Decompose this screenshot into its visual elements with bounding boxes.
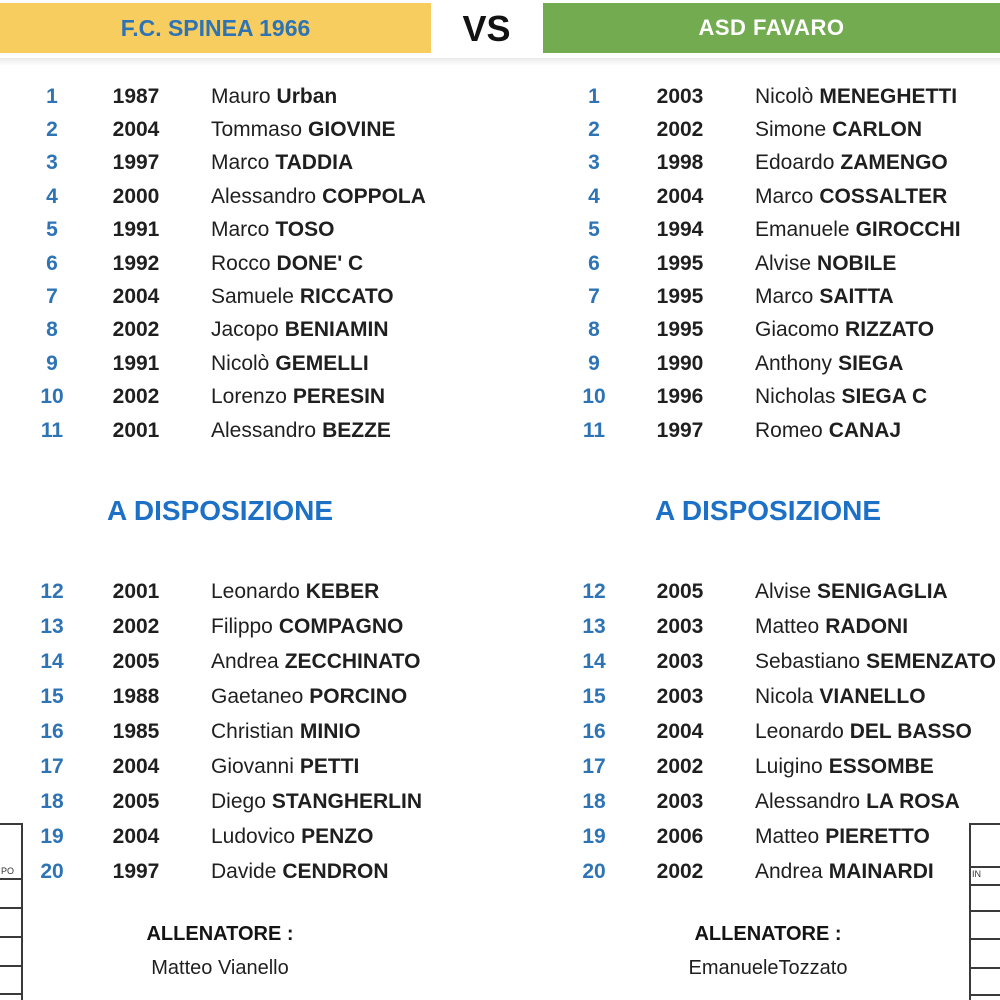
player-number: 8 [46, 318, 58, 342]
player-number: 3 [46, 151, 58, 175]
player-number: 6 [588, 251, 600, 275]
player-row [570, 715, 1000, 750]
player-row [570, 381, 1000, 414]
player-number: 16 [40, 720, 64, 743]
player-name: Alessandro COPPOLA [211, 184, 426, 208]
player-name: Sebastiano SEMENZATO [755, 650, 996, 674]
vs-label: VS [462, 8, 511, 49]
player-birth-year: 1998 [656, 151, 704, 175]
player-row [570, 645, 1000, 680]
player-birth-year: 2005 [112, 650, 160, 674]
player-row [30, 784, 510, 819]
player-name: Alvise NOBILE [755, 251, 897, 275]
player-birth-year: 1991 [112, 218, 160, 242]
player-name: Davide CENDRON [211, 859, 389, 883]
player-number: 4 [588, 184, 600, 208]
player-number: 2 [588, 118, 600, 142]
player-name: Jacopo BENIAMIN [211, 318, 389, 342]
player-number: 15 [582, 685, 606, 709]
player-name: Marco TOSO [211, 218, 335, 242]
home-starters-list [30, 80, 510, 447]
player-row [570, 113, 1000, 146]
player-name: Nicholas SIEGA C [755, 385, 928, 409]
player-number: 4 [46, 184, 58, 208]
player-row [570, 854, 1000, 889]
player-number: 5 [46, 218, 58, 242]
player-row [30, 645, 510, 680]
player-name: Rocco DONE' C [211, 251, 364, 275]
player-row [30, 414, 510, 447]
away-bench-list [570, 575, 1000, 889]
home-team-name: F.C. SPINEA 1966 [120, 14, 311, 41]
player-number: 7 [588, 285, 600, 309]
player-row [30, 749, 510, 784]
player-name: Romeo CANAJ [755, 418, 902, 442]
player-name: Lorenzo PERESIN [211, 385, 386, 409]
player-birth-year: 1995 [656, 285, 704, 309]
player-row [30, 575, 510, 610]
player-name: Leonardo DEL BASSO [755, 720, 972, 743]
player-birth-year: 2001 [112, 418, 160, 442]
away-team-name: ASD FAVARO [698, 15, 845, 40]
player-name: Marco SAITTA [755, 285, 894, 309]
home-coach-name: Matteo Vianello [151, 957, 289, 979]
player-row [30, 180, 510, 213]
player-row [30, 80, 510, 113]
home-coach-label: ALLENATORE : [146, 923, 294, 945]
player-row [570, 147, 1000, 180]
player-row [570, 247, 1000, 280]
player-number: 18 [582, 789, 606, 813]
player-number: 13 [40, 615, 64, 639]
player-birth-year: 2005 [656, 580, 704, 604]
player-birth-year: 1994 [656, 218, 704, 242]
player-number: 5 [588, 218, 600, 242]
player-name: Ludovico PENZO [211, 824, 374, 848]
player-birth-year: 1992 [112, 251, 160, 275]
player-birth-year: 1997 [112, 859, 160, 883]
player-number: 19 [40, 824, 64, 848]
player-name: Christian MINIO [211, 720, 361, 743]
player-name: Alvise SENIGAGLIA [755, 580, 948, 604]
player-row [30, 280, 510, 313]
player-birth-year: 2003 [656, 615, 704, 639]
player-name: Simone CARLON [755, 118, 923, 142]
player-birth-year: 2003 [656, 84, 704, 108]
player-name: Anthony SIEGA [755, 351, 904, 375]
away-starters-list [570, 80, 1000, 447]
player-row [570, 280, 1000, 313]
home-team-banner [0, 3, 431, 53]
player-name: Edoardo ZAMENGO [755, 151, 948, 175]
away-coach-label: ALLENATORE : [694, 923, 842, 945]
player-number: 11 [582, 418, 606, 442]
player-birth-year: 2004 [656, 184, 704, 208]
player-name: Matteo PIERETTO [755, 824, 930, 848]
player-row [570, 80, 1000, 113]
player-birth-year: 2006 [656, 824, 704, 848]
player-row [30, 715, 510, 750]
player-number: 13 [582, 615, 606, 639]
player-birth-year: 2002 [112, 318, 160, 342]
player-row [570, 610, 1000, 645]
away-team-banner [543, 3, 1000, 53]
player-number: 1 [588, 84, 600, 108]
player-birth-year: 2004 [112, 118, 160, 142]
player-row [570, 414, 1000, 447]
clipped-caption-left: PO [1, 866, 15, 876]
player-name: Gaetaneo PORCINO [211, 685, 408, 709]
player-row [30, 247, 510, 280]
player-birth-year: 2002 [112, 385, 160, 409]
player-number: 12 [40, 580, 64, 604]
player-number: 9 [588, 351, 600, 375]
home-bench-list [30, 575, 510, 889]
player-name: Luigino ESSOMBE [755, 754, 934, 778]
player-number: 10 [40, 385, 64, 409]
player-name: Alessandro BEZZE [211, 418, 391, 442]
player-name: Leonardo KEBER [211, 580, 380, 604]
player-name: Nicolò MENEGHETTI [755, 84, 958, 108]
clipped-caption-right: IN [972, 869, 981, 879]
player-row [570, 314, 1000, 347]
player-birth-year: 2004 [656, 720, 704, 743]
player-number: 8 [588, 318, 600, 342]
player-name: Filippo COMPAGNO [211, 615, 404, 639]
player-birth-year: 1987 [112, 84, 160, 108]
player-row [30, 113, 510, 146]
player-row [570, 575, 1000, 610]
player-row [30, 314, 510, 347]
player-number: 11 [40, 418, 64, 442]
player-number: 15 [40, 685, 64, 709]
player-number: 9 [46, 351, 58, 375]
player-number: 14 [40, 650, 64, 674]
player-name: Giovanni PETTI [211, 754, 360, 778]
player-birth-year: 2004 [112, 285, 160, 309]
player-number: 1 [46, 84, 58, 108]
player-name: Samuele RICCATO [211, 285, 394, 309]
player-row [570, 347, 1000, 380]
player-name: Matteo RADONI [755, 615, 909, 639]
player-birth-year: 2005 [112, 789, 160, 813]
player-birth-year: 1985 [112, 720, 160, 743]
player-birth-year: 2003 [656, 685, 704, 709]
player-row [570, 214, 1000, 247]
away-bench-title: A DISPOSIZIONE [654, 495, 882, 526]
player-birth-year: 2004 [112, 754, 160, 778]
player-birth-year: 2004 [112, 824, 160, 848]
player-birth-year: 2003 [656, 650, 704, 674]
player-number: 16 [582, 720, 606, 743]
player-birth-year: 1996 [656, 385, 704, 409]
player-name: Mauro Urban [211, 84, 338, 108]
player-number: 12 [582, 580, 606, 604]
player-number: 20 [582, 859, 606, 883]
player-number: 17 [582, 754, 606, 778]
player-row [570, 680, 1000, 715]
header-shadow-divider [0, 58, 1000, 66]
player-name: Nicolò GEMELLI [211, 351, 369, 375]
player-birth-year: 1997 [656, 418, 704, 442]
away-coach-name: EmanueleTozzato [688, 957, 848, 979]
player-row [30, 680, 510, 715]
player-birth-year: 2002 [656, 754, 704, 778]
player-name: Alessandro LA ROSA [755, 789, 960, 813]
player-birth-year: 2002 [656, 118, 704, 142]
player-birth-year: 1995 [656, 251, 704, 275]
player-number: 20 [40, 859, 64, 883]
player-number: 2 [46, 118, 58, 142]
player-number: 17 [40, 754, 64, 778]
player-number: 19 [582, 824, 606, 848]
home-bench-title: A DISPOSIZIONE [106, 495, 334, 526]
player-name: Nicola VIANELLO [755, 685, 926, 709]
player-birth-year: 1990 [656, 351, 704, 375]
player-birth-year: 2003 [656, 789, 704, 813]
player-row [570, 784, 1000, 819]
player-number: 14 [582, 650, 606, 674]
player-birth-year: 2000 [112, 184, 160, 208]
player-name: Giacomo RIZZATO [755, 318, 935, 342]
player-row [30, 347, 510, 380]
player-row [30, 147, 510, 180]
player-row [30, 381, 510, 414]
player-row [570, 749, 1000, 784]
player-name: Marco TADDIA [211, 151, 354, 175]
player-number: 3 [588, 151, 600, 175]
player-name: Tommaso GIOVINE [211, 118, 396, 142]
player-birth-year: 2002 [656, 859, 704, 883]
player-birth-year: 1995 [656, 318, 704, 342]
player-row [570, 180, 1000, 213]
player-row [30, 214, 510, 247]
player-name: Marco COSSALTER [755, 184, 948, 208]
player-birth-year: 1997 [112, 151, 160, 175]
player-birth-year: 1991 [112, 351, 160, 375]
player-number: 7 [46, 285, 58, 309]
player-birth-year: 2002 [112, 615, 160, 639]
player-number: 18 [40, 789, 64, 813]
player-name: Andrea ZECCHINATO [211, 650, 421, 674]
player-name: Andrea MAINARDI [755, 859, 934, 883]
player-name: Emanuele GIROCCHI [755, 218, 961, 242]
player-name: Diego STANGHERLIN [211, 789, 422, 813]
player-birth-year: 2001 [112, 580, 160, 604]
player-birth-year: 1988 [112, 685, 160, 709]
player-number: 6 [46, 251, 58, 275]
player-row [570, 819, 1000, 854]
player-row [30, 854, 510, 889]
player-row [30, 819, 510, 854]
player-row [30, 610, 510, 645]
player-number: 10 [582, 385, 606, 409]
